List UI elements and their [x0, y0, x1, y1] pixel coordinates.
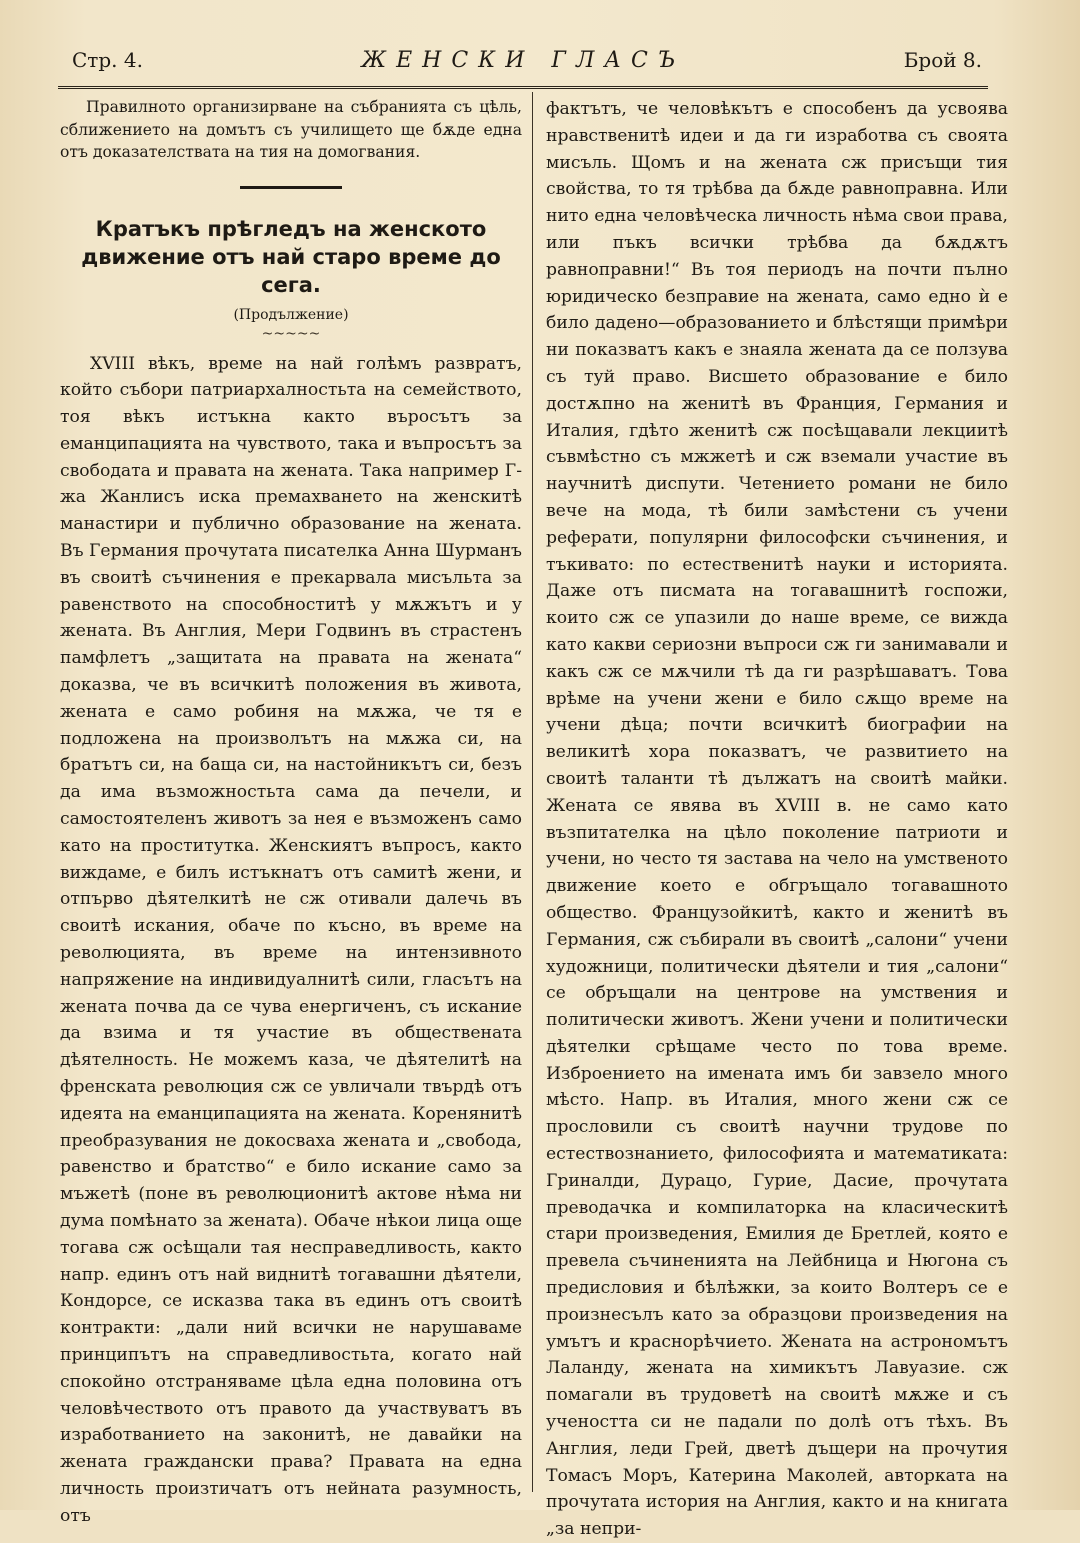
newspaper-title: ЖЕНСКИ ГЛАСЪ [361, 48, 686, 73]
page-header [72, 48, 982, 88]
left-body-text: XVIII вѣкъ, време на най голѣмъ развратъ, който събори патриархалностьта на семейството, тоя вѣкъ истъкна както въросътъ за еманципацията на чувството, така и въпросътъ за свободата и правата на жената. Така например Г-жа Жанлисъ иска премахването на женскитѣ манастири и публично образование на жената. Въ Германия прочутата писателка Анна Шурманъ въ своитѣ съчинения е прекарвала мисъльта за равенството на способноститѣ у мѫжътъ и у жената. Въ Англия, Мери Годвинъ въ страстенъ памфлетъ „защитата на правата на жената“ доказва, че въ всичкитѣ положения въ живота, жената е само робиня на мѫжа, че тя е подложена на произволътъ на мѫжа си, на братътъ си, на баща си, на настойникътъ си, безъ да има възможностьта сама да печели, и самостоятеленъ животъ за нея е възможенъ само като на проститутка. Женскиятъ въпросъ, както виждаме, е билъ истъкнатъ отъ самитѣ жени, и отпърво дѣятелкитѣ не сж отивали далечь въ своитѣ искания, обаче по късно, въ време на революцията, въ време на интензивното напряжение на индивидуалнитѣ сили, гласътъ на жената почва да се чува енергиченъ, съ искание да взима и тя участие въ обществената дѣятелность. Не можемъ каза, че дѣятелитѣ на френската революция сж се увличали твърдѣ отъ идеята на еманципацията на жената. Коренянитѣ преобразувания не докосваха жената и „свобода, равенство и братство“ е било искание само за мъжетѣ (поне въ революционитѣ актове нѣма ни дума помѣнато за жената). Обаче нѣкои лица още тогава сж осѣщали тая несправедливость, както напр. единъ отъ най виднитѣ тогавашни дѣятели, Кондорсе, се исказва така въ единъ отъ своитѣ контракти: „дали ний всички не нарушаваме принципътъ на справедливостьта, когато най спокойно отстраняваме цѣла една половина отъ человѣчеството отъ правото да участвуватъ въ изработванието на законитѣ, не давайки на жената граждански права? Правата на една личность произтичатъ отъ нейната разумность, отъ [60, 353, 522, 1526]
right-body-text: фактътъ, че человѣкътъ е способенъ да усвоява нравственитѣ идеи и да ги изработва съ своята мисъль. Щомъ и на жената сж присъщи тия свойства, то тя трѣбва да бѫде равноправна. Или нито една человѣческа личность нѣма свои права, или пъкъ всички трѣбва да бѫдѫтъ равноправни!“ Въ тоя периодъ на почти пълно юридическо безправие на жената, само едно ѝ е било дадено—образованието и блѣстящи примѣри ни показватъ какъ е знаяла жената да се ползува съ туй право. Висшето образование е било достѫпно на женитѣ въ Франция, Германия и Италия, гдѣто женитѣ сж посѣщавали лекциитѣ съвмѣстно съ мжжетѣ и сж вземали участие въ научнитѣ диспути. Четението романи не било вече на мода, тѣ били замѣстени съ учени реферати, популярни философски съчинения, и тъкивато: по естественитѣ науки и историята. Даже отъ писмата на тогавашнитѣ госпожи, които сж се упазили до наше време, се вижда като какви сериозни въпроси сж ги занимавали и какъ сж се мѫчили тѣ да ги разрѣшаватъ. Това врѣме на учени жени е било сѫщо време на учени дѣца; почти всичкитѣ биографии на великитѣ хора показватъ, че развитието на своитѣ таланти тѣ дължатъ на своитѣ майки. Жената се явява въ XVIII в. не само като възпитателка на цѣло поколение патриоти и учени, но често тя застава на чело на умственото движение което е обгръщало тогавашното общество. Французойкитѣ, както и женитѣ въ Германия, сж събирали въ своитѣ „салони“ учени художници, политически дѣятели и тия „салони“ се обръщали на центрове на умствения и политически животъ. Жени учени и политически дѣятелки срѣщаме често по това време. Изброението на имената имъ би завзело много мѣсто. Напр. въ Италия, много жени сж се прословили съ своитѣ научни трудове по естествознанието, философията и математиката: Гриналди, Дурацо, Гурие, Дасие, прочутата преводачка и компилаторка на класическитѣ стари произведения, Емилия де Бретлей, която е превела съчиненията на Лейбница и Нюгона съ предисловия и бѣлѣжки, за които Волтеръ се е произнесълъ като за образцови произведения на умътъ и краснорѣчието. Жената на астрономътъ Лаланду, жената на химикътъ Лавуазие. сж помагали въ трудоветѣ на своитѣ мѫже и съ учеността си не падали по долѣ отъ тѣхъ. Въ Англия, леди Грей, дветѣ дъщери на прочутия Томасъ Моръ, Катерина Маколей, авторката на прочутата история на Англия, както и на книгата „за непри- [546, 99, 1008, 1540]
column-divider [532, 92, 533, 1492]
right-column [546, 96, 1008, 1543]
header-rule [58, 86, 988, 89]
article-subheading: (Продължение) [233, 306, 349, 323]
intro-paragraph: Правилното организирване на събранията съ цѣль, сближението на домътъ съ училището ще бѫде една отъ доказателствата на тия на домогвания. [60, 98, 522, 161]
section-separator [240, 186, 342, 189]
ornament: ~~~~~ [261, 325, 321, 342]
article-heading: Кратъкъ прѣгледъ на женското движение отъ най старо време до сега. [81, 216, 501, 297]
left-column [60, 96, 522, 1530]
issue-number: Брой 8. [903, 48, 982, 72]
page-number: Стр. 4. [72, 48, 143, 72]
